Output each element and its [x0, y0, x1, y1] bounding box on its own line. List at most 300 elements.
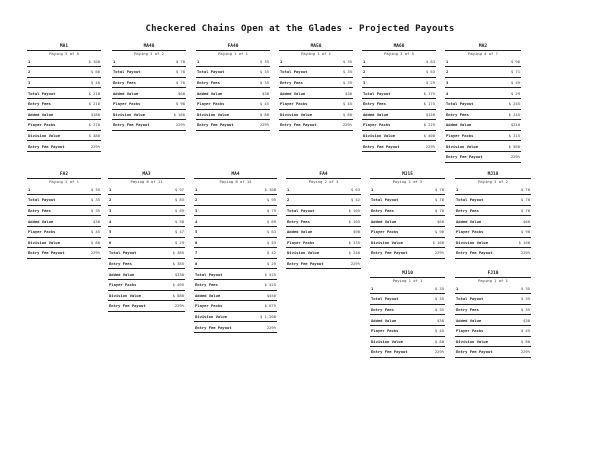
row-value: $ 160 [518, 239, 530, 245]
row-value: $ 80 [434, 338, 444, 344]
division-name: MJ15 [370, 172, 445, 179]
row-label: Added Value [197, 90, 223, 96]
table-row [455, 216, 531, 227]
row-value: $ 315 [508, 133, 520, 139]
row-label: 1 [28, 186, 31, 192]
table-row [27, 67, 101, 78]
table-row [286, 248, 361, 259]
table-row [27, 57, 101, 68]
table-row [445, 152, 521, 163]
table-row [445, 78, 521, 89]
division-table-ma40 [112, 44, 186, 131]
table-row [370, 227, 445, 238]
table-row [27, 131, 101, 142]
table-row [27, 88, 101, 99]
table-row [112, 67, 186, 78]
table-row [370, 315, 445, 326]
row-label: Total Payout [195, 271, 223, 277]
row-label: Entry Fee Payout [371, 349, 408, 355]
row-label: Added Value [287, 229, 313, 235]
row-value: $ 35 [342, 58, 352, 64]
table-row [455, 238, 531, 249]
row-value: $ 80 [259, 111, 269, 117]
division-name: MA60 [362, 44, 436, 51]
row-label: Player Packs [195, 303, 223, 309]
row-label: Division Value [109, 292, 142, 298]
row-value: $ 69 [174, 208, 184, 214]
row-value: $ 480 [88, 133, 100, 139]
row-value: $ 42 [266, 250, 276, 256]
table-row [362, 131, 436, 142]
table-row [108, 269, 185, 280]
row-label: 2 [446, 69, 449, 75]
row-value: $30 [93, 218, 100, 224]
row-value: $ 35 [434, 296, 444, 302]
row-value: $ 400 [423, 133, 435, 139]
division-table-fa2 [27, 172, 101, 259]
row-label: 1 [113, 58, 116, 64]
table-row [27, 141, 101, 152]
row-value: $ 495 [172, 282, 184, 288]
row-label: Entry Fee Payout [197, 122, 234, 128]
row-label: Added Value [446, 122, 472, 128]
paying-count: Paying 4 of 7 [468, 51, 498, 56]
table-row [112, 110, 186, 121]
row-value: $ 675 [264, 303, 276, 309]
table-row [362, 141, 436, 152]
row-label: Player Packs [280, 101, 308, 107]
table-row [286, 238, 361, 249]
table-row [196, 67, 270, 78]
row-value: $210 [510, 122, 520, 128]
row-value: $ 210 [88, 101, 100, 107]
table-row [108, 206, 185, 217]
table-row [194, 185, 277, 196]
table-row [370, 185, 445, 196]
row-value: $450 [266, 292, 276, 298]
row-value: $ 90 [175, 101, 185, 107]
table-row [286, 195, 361, 206]
row-label: Player Packs [109, 282, 137, 288]
row-value: $ 70 [520, 186, 530, 192]
table-row [196, 88, 270, 99]
row-label: 1 [456, 186, 459, 192]
row-value: $ 525 [264, 271, 276, 277]
table-row [455, 206, 531, 217]
row-label: Total Payout [197, 69, 225, 75]
table-row [455, 195, 531, 206]
row-value: $ 35 [520, 285, 530, 291]
row-label: Added Value [28, 111, 54, 117]
row-value: $ 83 [425, 58, 435, 64]
table-row [279, 88, 353, 99]
row-value: $ 90 [520, 229, 530, 235]
table-row [108, 195, 185, 206]
row-label: Added Value [363, 111, 389, 117]
table-row [27, 216, 101, 227]
table-row [279, 57, 353, 68]
row-label: Total Payout [363, 90, 391, 96]
table-row [108, 238, 185, 249]
row-label: Total Payout [109, 250, 137, 256]
row-label: Entry Fee Payout [28, 250, 65, 256]
row-value: 229% [434, 250, 444, 256]
row-value: $ 70 [175, 80, 185, 86]
row-value: $ 135 [348, 239, 360, 245]
paying-count: Paying 6 of 11 [130, 179, 163, 184]
row-label: Added Value [456, 218, 482, 224]
row-value: $ 35 [434, 307, 444, 313]
division-table-fj10 [455, 271, 531, 358]
row-label: 1 [195, 186, 198, 192]
row-label: Total Payout [456, 296, 484, 302]
row-value: $ 90 [434, 229, 444, 235]
table-row [194, 195, 277, 206]
row-value: 229% [434, 349, 444, 355]
table-row [279, 99, 353, 110]
row-label: Division Value [363, 133, 396, 139]
table-row [362, 88, 436, 99]
row-label: Division Value [113, 111, 146, 117]
table-row [370, 248, 445, 259]
row-value: $ 160 [432, 239, 444, 245]
row-label: Player Packs [456, 328, 484, 334]
row-label: Entry Fees [28, 101, 51, 107]
row-label: Entry Fees [456, 307, 479, 313]
row-label: Entry Fee Payout [287, 261, 324, 267]
row-label: 3 [109, 208, 112, 214]
table-row [455, 305, 531, 316]
table-row [194, 269, 277, 280]
division-table-ma2 [445, 44, 521, 163]
division-name: FA2 [27, 172, 101, 179]
paying-count: Paying 3 of 5 [49, 51, 79, 56]
table-row [108, 301, 185, 312]
table-row [362, 78, 436, 89]
row-value: $ 83 [174, 197, 184, 203]
row-value: $ 35 [342, 80, 352, 86]
division-name: FA40 [196, 44, 270, 51]
row-value: $ 35 [434, 285, 444, 291]
table-row [445, 67, 521, 78]
row-value: $ 69 [266, 218, 276, 224]
table-row [445, 110, 521, 121]
row-label: Division Value [28, 239, 61, 245]
table-row [194, 206, 277, 217]
row-value: $60 [523, 218, 530, 224]
row-value: $ 175 [423, 90, 435, 96]
table-row [286, 216, 361, 227]
table-row [194, 227, 277, 238]
row-value: $ 880 [172, 292, 184, 298]
division-name: MA4 [194, 172, 277, 179]
row-label: 2 [28, 69, 31, 75]
row-value: $ 58 [174, 218, 184, 224]
row-value: $150 [425, 111, 435, 117]
row-label: 2 [363, 69, 366, 75]
row-value: 229% [350, 261, 360, 267]
row-value: $ 63 [266, 229, 276, 235]
row-label: 3 [363, 80, 366, 86]
division-table-mj10 [370, 271, 445, 358]
row-value: 229% [174, 303, 184, 309]
row-value: $ 96 [510, 58, 520, 64]
table-row [362, 67, 436, 78]
table-row [370, 326, 445, 337]
table-row [445, 131, 521, 142]
row-value: $60 [178, 90, 185, 96]
division-name: MA1 [27, 44, 101, 51]
row-value: 229% [425, 143, 435, 149]
table-row [196, 110, 270, 121]
row-label: Player Packs [28, 229, 56, 235]
row-value: $ 95 [266, 197, 276, 203]
row-label: Entry Fees [197, 80, 220, 86]
row-label: Total Payout [371, 296, 399, 302]
row-value: $ 80 [90, 239, 100, 245]
table-row [27, 238, 101, 249]
table-row [196, 120, 270, 131]
table-row [445, 141, 521, 152]
division-table-ma50 [279, 44, 353, 131]
row-value: $ 79 [266, 208, 276, 214]
row-label: Entry Fees [363, 101, 386, 107]
row-value: $ 45 [259, 101, 269, 107]
table-row [194, 238, 277, 249]
paying-count: Paying 1 of 2 [478, 179, 508, 184]
division-table-fa40 [196, 44, 270, 131]
row-value: $ 35 [90, 208, 100, 214]
row-value: $ 560 [508, 143, 520, 149]
row-value: $30 [523, 317, 530, 323]
row-value: $ 70 [434, 208, 444, 214]
table-row [279, 120, 353, 131]
row-value: 229% [175, 122, 185, 128]
table-row [362, 99, 436, 110]
table-row [27, 227, 101, 238]
table-row [196, 78, 270, 89]
row-label: Added Value [456, 317, 482, 323]
table-row [279, 78, 353, 89]
row-value: $ 35 [259, 69, 269, 75]
row-label: 6 [109, 239, 112, 245]
table-row [27, 185, 101, 196]
table-row [112, 120, 186, 131]
division-name: MA3 [108, 172, 185, 179]
table-row [370, 337, 445, 348]
row-value: $ 35 [90, 186, 100, 192]
row-value: $180 [90, 111, 100, 117]
row-value: $ 70 [175, 69, 185, 75]
table-row [362, 120, 436, 131]
table-row [445, 57, 521, 68]
row-value: $ 45 [434, 328, 444, 334]
division-table-ma1 [27, 44, 101, 152]
row-label: 1 [197, 58, 200, 64]
row-label: Entry Fees [280, 80, 303, 86]
table-row [27, 195, 101, 206]
row-label: Entry Fee Payout [280, 122, 317, 128]
table-row [108, 280, 185, 291]
row-value: $ 45 [342, 101, 352, 107]
division-name: MA2 [445, 44, 521, 51]
row-label: Entry Fee Payout [456, 349, 493, 355]
row-label: 3 [446, 80, 449, 86]
row-label: Entry Fee Payout [446, 154, 483, 160]
paying-count: Paying 3 of 5 [384, 51, 414, 56]
row-value: $ 42 [350, 197, 360, 203]
row-value: $ 45 [520, 328, 530, 334]
row-label: Entry Fee Payout [195, 324, 232, 330]
row-value: $ 108 [264, 186, 276, 192]
row-value: $ 70 [520, 197, 530, 203]
row-label: Entry Fees [109, 261, 132, 267]
row-label: 7 [195, 250, 198, 256]
row-value: $ 270 [88, 122, 100, 128]
row-label: Total Payout [28, 90, 56, 96]
row-label: 6 [195, 239, 198, 245]
row-label: Total Payout [28, 197, 56, 203]
table-row [455, 185, 531, 196]
row-label: Entry Fees [446, 111, 469, 117]
row-label: Added Value [109, 271, 135, 277]
row-value: $ 40 [90, 80, 100, 86]
table-row [27, 206, 101, 217]
row-value: $ 105 [348, 218, 360, 224]
row-label: Total Payout [456, 197, 484, 203]
table-row [445, 88, 521, 99]
row-value: $ 105 [348, 208, 360, 214]
table-row [108, 291, 185, 302]
table-row [108, 259, 185, 270]
row-value: 229% [266, 324, 276, 330]
row-label: Division Value [446, 143, 479, 149]
table-row [108, 185, 185, 196]
table-row [286, 259, 361, 270]
row-value: $ 210 [88, 90, 100, 96]
row-value: $ 525 [264, 282, 276, 288]
row-value: $ 80 [342, 111, 352, 117]
row-label: 5 [109, 229, 112, 235]
table-row [194, 248, 277, 259]
row-label: 1 [28, 58, 31, 64]
table-row [370, 206, 445, 217]
table-row [112, 78, 186, 89]
row-value: 229% [520, 250, 530, 256]
table-row [286, 206, 361, 217]
row-label: Division Value [371, 338, 404, 344]
row-label: Entry Fee Payout [363, 143, 400, 149]
row-value: $ 80 [520, 338, 530, 344]
row-value: 229% [259, 122, 269, 128]
row-label: Entry Fee Payout [109, 303, 146, 309]
row-label: 1 [287, 186, 290, 192]
table-row [112, 99, 186, 110]
table-row [27, 99, 101, 110]
table-row [370, 195, 445, 206]
table-row [27, 110, 101, 121]
table-row [455, 248, 531, 259]
row-value: $30 [345, 90, 352, 96]
division-name: MJ10 [370, 271, 445, 278]
row-value: $ 35 [520, 296, 530, 302]
row-label: Entry Fees [287, 218, 310, 224]
row-value: $ 225 [423, 122, 435, 128]
division-name: MA40 [112, 44, 186, 51]
row-value: $ 245 [508, 101, 520, 107]
row-label: Division Value [280, 111, 313, 117]
row-label: Entry Fees [195, 282, 218, 288]
row-label: 1 [446, 58, 449, 64]
table-row [455, 294, 531, 305]
division-table-ma4 [194, 172, 277, 333]
division-table-fa4 [286, 172, 361, 269]
row-value: $ 35 [342, 69, 352, 75]
paying-count: Paying 1 of 1 [49, 179, 79, 184]
row-value: $ 97 [174, 186, 184, 192]
row-value: $ 240 [348, 250, 360, 256]
table-row [370, 305, 445, 316]
row-value: $ 70 [175, 58, 185, 64]
row-value: $30 [437, 317, 444, 323]
row-value: $ 385 [172, 250, 184, 256]
table-row [445, 99, 521, 110]
table-row [445, 120, 521, 131]
row-label: Division Value [456, 338, 489, 344]
paying-count: Paying 1 of 2 [134, 51, 164, 56]
row-label: Player Packs [456, 229, 484, 235]
table-row [27, 120, 101, 131]
row-label: Division Value [28, 133, 61, 139]
row-label: Entry Fees [113, 80, 136, 86]
row-value: $ 60 [90, 69, 100, 75]
table-row [455, 326, 531, 337]
row-label: Added Value [371, 218, 397, 224]
row-value: $ 53 [266, 239, 276, 245]
table-row [455, 315, 531, 326]
row-value: $ 45 [90, 229, 100, 235]
row-value: $90 [353, 229, 360, 235]
row-label: Total Payout [287, 208, 315, 214]
row-value: $30 [262, 90, 269, 96]
table-row [455, 337, 531, 348]
row-label: Entry Fee Payout [28, 143, 65, 149]
row-label: Entry Fees [28, 208, 51, 214]
row-label: Player Packs [113, 101, 141, 107]
table-row [194, 259, 277, 270]
row-value: $ 47 [174, 229, 184, 235]
row-label: 1 [456, 285, 459, 291]
row-label: 3 [28, 80, 31, 86]
row-label: Added Value [113, 90, 139, 96]
paying-count: Paying 1 of 1 [392, 278, 423, 283]
row-label: 2 [195, 197, 198, 203]
row-label: Entry Fee Payout [113, 122, 150, 128]
table-row [362, 110, 436, 121]
paying-count: Paying 2 of 3 [308, 179, 339, 184]
row-value: $ 63 [350, 186, 360, 192]
row-value: $ 35 [520, 307, 530, 313]
row-value: 229% [342, 122, 352, 128]
table-row [196, 57, 270, 68]
row-label: Player Packs [446, 133, 474, 139]
table-row [194, 216, 277, 227]
table-row [362, 57, 436, 68]
table-row [108, 227, 185, 238]
paying-count: Paying 8 of 15 [219, 179, 252, 184]
table-row [194, 291, 277, 302]
table-row [455, 284, 531, 295]
